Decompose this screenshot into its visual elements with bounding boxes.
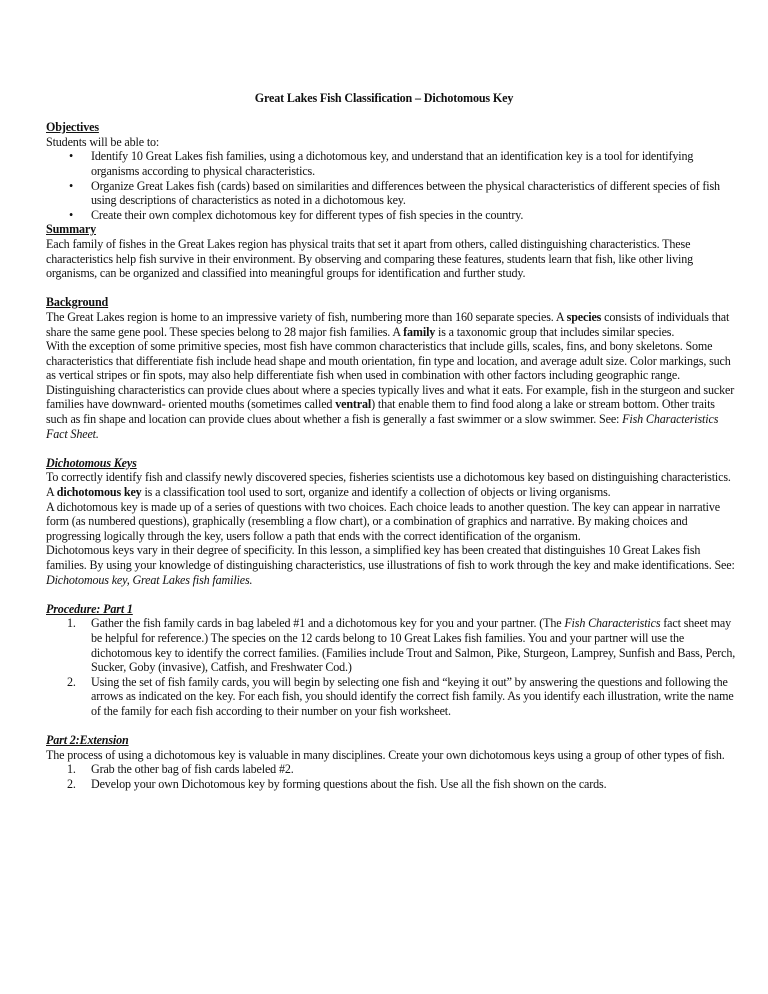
text-run: Distinguishing characteristics can provide clues about where a species typically lives and what it eats. For example, fish in the sturgeon and sucker families have downward- oriented mouths (sometimes called xyxy=(46,382,735,412)
background-heading: Background xyxy=(46,295,109,310)
step-number: 2. xyxy=(67,776,76,791)
summary-section xyxy=(46,222,736,280)
step-text: Grab the other bag of fish cards labeled #2. xyxy=(91,762,294,777)
background-paragraph-1 xyxy=(46,310,736,339)
objective-text: Create their own complex dichotomous key for different types of fish species in the country. xyxy=(91,207,524,222)
step-text: Develop your own Dichotomous key by forming questions about the fish. Use all the fish shown on the cards. xyxy=(91,776,607,791)
text-run: consists of individuals that share the same gene pool. These species belong to 28 major fish families. A xyxy=(46,309,730,339)
text-run: fact sheet may be helpful for reference.) The species on the 12 cards belong to 10 Great Lakes fish families. You and your partner will use the dichotomous key to identify the correct families. (Families include Trout and Salmon, Pike, Sturgeon, Lamprey, Sunfish and Bass, Perch, Sucker, Goby (invasive), Catfish, and Freshwater Cod.) xyxy=(91,616,736,675)
procedure-step xyxy=(67,616,736,675)
term-species: species xyxy=(566,309,602,324)
spacer xyxy=(46,281,736,296)
objective-text: Identify 10 Great Lakes fish families, using a dichotomous key, and understand that an identification key is a tool for identifying organisms according to physical characteristics. xyxy=(91,149,694,178)
summary-text: Each family of fishes in the Great Lakes region has physical traits that set it apart from others, called distinguishing characteristics. These characteristics help fish survive in their environment. By observing and comparing these features, students learn that fish, like other living organisms, can be organized and classified into meaningful groups for identification and further study. xyxy=(46,236,694,281)
text-run: The Great Lakes region is home to an impressive variety of fish, numbering more than 160 separate species. A xyxy=(46,309,567,324)
part2-intro: The process of using a dichotomous key is valuable in many disciplines. Create your own dichotomous keys using a group of other types of fish. xyxy=(46,747,725,762)
term-dichotomous-key: dichotomous key xyxy=(56,485,142,500)
document-page xyxy=(46,91,736,792)
keys-paragraph-3 xyxy=(46,543,736,587)
text-run: is a taxonomic group that includes similar species. xyxy=(435,324,675,339)
part2-step xyxy=(67,762,736,777)
part2-step xyxy=(67,776,736,792)
reference-dichotomous-key: Dichotomous key, Great Lakes fish families. xyxy=(46,572,253,587)
spacer xyxy=(46,587,736,602)
step-text: Using the set of fish family cards, you will begin by selecting one fish and “keying it out” by answering the questions and following the arrows as indicated on the key. For each fish, you should identify the correct fish family. As you identify each illustration, write the name of the family for each fish according to their number on your fish worksheet. xyxy=(91,674,734,718)
procedure-list xyxy=(46,616,736,718)
step-number: 1. xyxy=(67,762,76,777)
text-run: Gather the fish family cards in bag labeled #1 and a dichotomous key for you and your partner. (The xyxy=(91,616,565,631)
reference-fact-sheet: Fish Characteristics Fact Sheet. xyxy=(46,412,719,441)
step-number: 1. xyxy=(67,616,76,631)
dichotomous-keys-section xyxy=(46,456,736,587)
step-number: 2. xyxy=(67,674,76,689)
background-section xyxy=(46,295,736,441)
part2-heading: Part 2:Extension xyxy=(46,733,129,748)
objective-text: Organize Great Lakes fish (cards) based on similarities and differences between the physical characteristics of different species of fish using descriptions of characteristics as noted in a dichotomous key. xyxy=(91,178,720,208)
bullet-icon: • xyxy=(69,149,74,164)
keys-paragraph-1 xyxy=(46,470,736,499)
text-run: Dichotomous keys vary in their degree of specificity. In this lesson, a simplified key has been created that distinguishes 10 Great Lakes fish families. By using your knowledge of distinguishing characteristics, use illustrations of fish to work through the key and make identifications. See: xyxy=(46,543,735,572)
text-run: ) that enable them to find food along a lake or stream bottom. Other traits such as fin shape and location can provide clues about whether a fish is generally a fast swimmer or a slow swimmer. See: xyxy=(46,397,715,427)
text-run: is a classification tool used to sort, organize and identify a collection of objects or living organisms. xyxy=(141,485,611,500)
objectives-list xyxy=(46,149,736,222)
objectives-heading: Objectives xyxy=(46,120,99,135)
text-run: To correctly identify fish and classify newly discovered species, fisheries scientists use a dichotomous key based on distinguishing characteristics. A xyxy=(46,470,731,500)
term-family: family xyxy=(403,324,436,339)
background-paragraph-3 xyxy=(46,383,736,441)
procedure-part1-heading: Procedure: Part 1 xyxy=(46,601,133,616)
objective-item xyxy=(69,149,736,178)
bullet-icon: • xyxy=(69,207,74,222)
reference-fish-characteristics: Fish Characteristics xyxy=(564,616,661,631)
objective-item xyxy=(69,207,736,223)
background-paragraph-2: With the exception of some primitive species, most fish have common characteristics that include gills, scales, fins, and bony skeletons. Some characteristics that differentiate fish include head shape and mouth orientation, fin type and location, and average adult size. Color markings, such as vertical stripes or fin spots, may also help differentiate fish when used in combination with other factors including geographic range. xyxy=(46,339,731,383)
objectives-section xyxy=(46,120,736,222)
spacer xyxy=(46,441,736,456)
summary-heading: Summary xyxy=(46,222,97,237)
part2-list xyxy=(46,762,736,791)
term-ventral: ventral xyxy=(335,397,372,412)
objective-item xyxy=(69,178,736,208)
objectives-intro: Students will be able to: xyxy=(46,134,160,149)
procedure-part1-section xyxy=(46,602,736,719)
procedure-step xyxy=(67,674,736,719)
dichotomous-keys-heading: Dichotomous Keys xyxy=(46,455,137,470)
keys-paragraph-2: A dichotomous key is made up of a series of questions with two choices. Each choice leads to another question. The key can appear in narrative form (as numbered questions), graphically (resembling a flow chart), or a combination of graphics and narrative. By making choices and progressing logically through the key, users follow a path that ends with the correct identification of the organism. xyxy=(46,499,720,543)
document-title: Great Lakes Fish Classification – Dichotomous Key xyxy=(254,91,514,105)
bullet-icon: • xyxy=(69,178,74,193)
spacer xyxy=(46,719,736,734)
part2-section xyxy=(46,733,736,791)
